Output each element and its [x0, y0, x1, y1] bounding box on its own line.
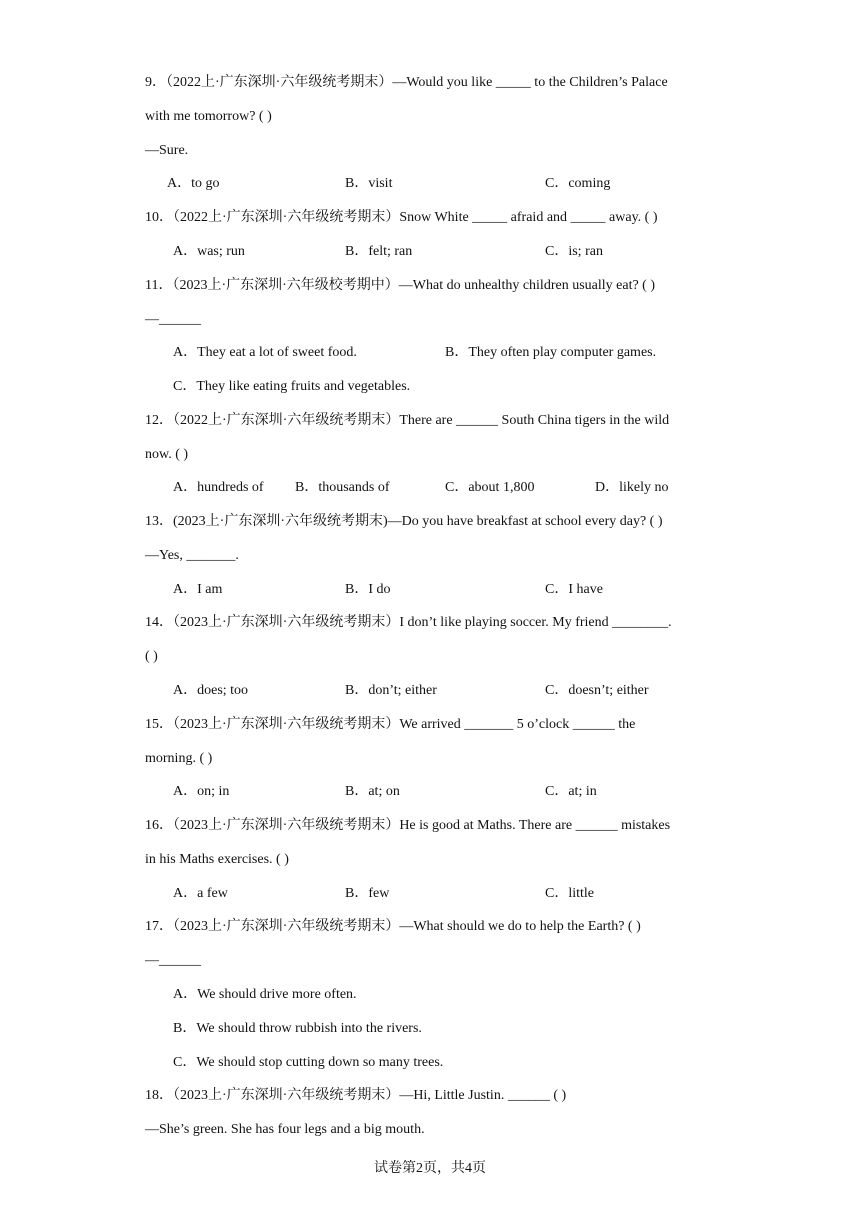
option-a[interactable]: A．We should drive more often.	[173, 987, 357, 1002]
option-a[interactable]: A．They eat a lot of sweet food.	[173, 345, 357, 360]
option-b[interactable]: B．don’t; either	[345, 683, 437, 698]
option-c[interactable]: C．I have	[545, 582, 603, 597]
option-a[interactable]: A．I am	[173, 582, 223, 597]
option-b[interactable]: B．at; on	[345, 784, 400, 799]
question-stem-line: 14．（2023上·广东深圳·六年级统考期末）I don’t like playing soccer. My friend ________.	[145, 615, 672, 630]
question-stem-line: with me tomorrow? ( )	[145, 109, 272, 124]
option-c[interactable]: C．at; in	[545, 784, 597, 799]
option-c[interactable]: C．We should stop cutting down so many trees.	[173, 1055, 444, 1070]
question-stem-line: ( )	[145, 649, 158, 664]
option-a[interactable]: A．a few	[173, 886, 228, 901]
option-a[interactable]: A．on; in	[173, 784, 230, 799]
option-c[interactable]: C．They like eating fruits and vegetables.	[173, 379, 411, 394]
page-footer: 试卷第2页，共4页	[374, 1161, 486, 1176]
option-a[interactable]: A．hundreds of	[173, 480, 264, 495]
question-stem-line: in his Maths exercises. ( )	[145, 852, 289, 867]
question-stem-line: 16．（2023上·广东深圳·六年级统考期末）He is good at Maths. There are ______ mistakes	[145, 818, 671, 833]
option-a[interactable]: A．to go	[167, 176, 220, 191]
answer-prompt: —Yes, _______.	[145, 548, 239, 563]
option-b[interactable]: B．felt; ran	[345, 244, 413, 259]
option-a[interactable]: A．was; run	[173, 244, 245, 259]
option-b[interactable]: B．thousands of	[295, 480, 390, 495]
option-a[interactable]: A．does; too	[173, 683, 249, 698]
answer-prompt: —______	[145, 312, 201, 327]
option-c[interactable]: C．coming	[545, 176, 611, 191]
option-b[interactable]: B．We should throw rubbish into the rivers.	[173, 1021, 422, 1036]
option-c[interactable]: C．little	[545, 886, 594, 901]
answer-prompt: —______	[145, 953, 201, 968]
question-stem-line: 11．（2023上·广东深圳·六年级校考期中）—What do unhealthy children usually eat? ( )	[145, 278, 655, 293]
question-stem-line: 10．（2022上·广东深圳·六年级统考期末）Snow White _____ afraid and _____ away. ( )	[145, 210, 658, 225]
option-b[interactable]: B．I do	[345, 582, 391, 597]
answer-prompt: —Sure.	[145, 143, 189, 158]
option-b[interactable]: B．few	[345, 886, 390, 901]
option-c[interactable]: C．is; ran	[545, 244, 603, 259]
question-stem-line: 15．（2023上·广东深圳·六年级统考期末）We arrived _______ 5 o’clock ______ the	[145, 717, 636, 732]
option-c[interactable]: C．doesn’t; either	[545, 683, 649, 698]
question-stem-line: 12．（2022上·广东深圳·六年级统考期末）There are ______ South China tigers in the wild	[145, 413, 670, 428]
question-stem-line: 18．（2023上·广东深圳·六年级统考期末）—Hi, Little Justin. ______ ( )	[145, 1088, 567, 1103]
option-b[interactable]: B．visit	[345, 176, 393, 191]
option-b[interactable]: B．They often play computer games.	[445, 345, 657, 360]
question-stem-line: 17．（2023上·广东深圳·六年级统考期末）—What should we do to help the Earth? ( )	[145, 919, 641, 934]
question-stem-line: morning. ( )	[145, 751, 213, 766]
answer-prompt: —She’s green. She has four legs and a big mouth.	[145, 1122, 425, 1137]
option-d[interactable]: D．likely no	[595, 480, 669, 495]
option-c[interactable]: C．about 1,800	[445, 480, 535, 495]
question-stem-line: 9．（2022上·广东深圳·六年级统考期末）—Would you like _____ to the Children’s Palace	[145, 75, 668, 90]
question-stem-line: 13．(2023上·广东深圳·六年级统考期末)—Do you have breakfast at school every day? ( )	[145, 514, 663, 529]
question-stem-line: now. ( )	[145, 447, 189, 462]
